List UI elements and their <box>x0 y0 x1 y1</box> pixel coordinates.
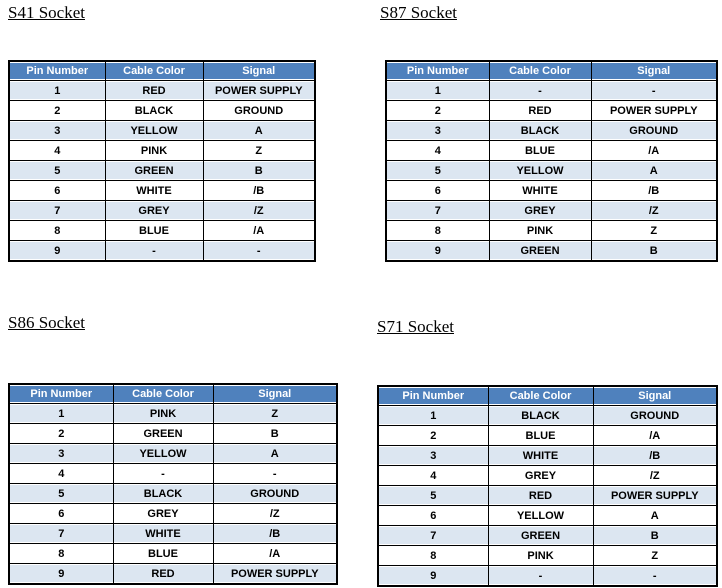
table-cell: 5 <box>386 161 489 181</box>
table-cell: /A <box>593 426 717 446</box>
column-header: Signal <box>593 386 717 406</box>
table-cell: A <box>203 121 315 141</box>
table-row <box>378 406 717 426</box>
table-row <box>378 486 717 506</box>
table-cell: Z <box>203 141 315 161</box>
pin-table-s41 <box>8 60 316 262</box>
table-cell: /Z <box>213 504 337 524</box>
table-cell: POWER SUPPLY <box>591 101 717 121</box>
table-row <box>386 81 717 101</box>
table-row <box>386 161 717 181</box>
table-row <box>378 526 717 546</box>
header-row <box>378 386 717 406</box>
column-header: Cable Color <box>113 384 213 404</box>
table-cell: 7 <box>386 201 489 221</box>
table-cell: - <box>488 566 593 587</box>
table-row <box>9 101 315 121</box>
table-row <box>386 141 717 161</box>
pin-table-s87 <box>385 60 718 262</box>
table-cell: RED <box>488 486 593 506</box>
table-cell: BLACK <box>113 484 213 504</box>
table-cell: 9 <box>9 241 105 262</box>
table-cell: GREEN <box>105 161 203 181</box>
section-title-s86: S86 Socket <box>8 313 85 332</box>
table-cell: GROUND <box>591 121 717 141</box>
table-row <box>9 444 337 464</box>
table-row <box>386 201 717 221</box>
table-cell: - <box>591 81 717 101</box>
table-cell: WHITE <box>489 181 591 201</box>
pin-table-s71 <box>377 385 718 587</box>
pin-table-s86 <box>8 383 338 585</box>
table-cell: RED <box>105 81 203 101</box>
table-cell: 4 <box>9 141 105 161</box>
table-cell: Z <box>591 221 717 241</box>
table-cell: 7 <box>9 524 113 544</box>
column-header: Signal <box>203 61 315 81</box>
table-row <box>378 506 717 526</box>
table-cell: 6 <box>9 181 105 201</box>
table-cell: GREY <box>113 504 213 524</box>
table-cell: - <box>105 241 203 262</box>
table-cell: 1 <box>9 81 105 101</box>
table-cell: YELLOW <box>105 121 203 141</box>
column-header: Pin Number <box>9 384 113 404</box>
table-cell: A <box>593 506 717 526</box>
table-cell: 3 <box>386 121 489 141</box>
table-row <box>386 101 717 121</box>
table-row <box>9 524 337 544</box>
table-row <box>378 466 717 486</box>
table-cell: PINK <box>105 141 203 161</box>
table-cell: POWER SUPPLY <box>203 81 315 101</box>
table-cell: BLUE <box>489 141 591 161</box>
column-header: Signal <box>213 384 337 404</box>
column-header: Pin Number <box>378 386 488 406</box>
table-cell: WHITE <box>488 446 593 466</box>
header-row <box>9 61 315 81</box>
table-cell: B <box>591 241 717 262</box>
table-cell: 8 <box>386 221 489 241</box>
table-row <box>9 404 337 424</box>
table-cell: BLUE <box>105 221 203 241</box>
table-cell: /A <box>203 221 315 241</box>
table-cell: GROUND <box>593 406 717 426</box>
table-cell: 2 <box>9 101 105 121</box>
table-cell: /A <box>591 141 717 161</box>
table-cell: GREY <box>105 201 203 221</box>
table-cell: 8 <box>9 544 113 564</box>
table-cell: B <box>593 526 717 546</box>
table-cell: 4 <box>386 141 489 161</box>
table-cell: 1 <box>378 406 488 426</box>
table-cell: BLUE <box>113 544 213 564</box>
table-cell: B <box>213 424 337 444</box>
table-cell: GREEN <box>489 241 591 262</box>
table-cell: GROUND <box>203 101 315 121</box>
table-cell: /B <box>593 446 717 466</box>
table-cell: Z <box>213 404 337 424</box>
table-cell: 3 <box>9 121 105 141</box>
table-cell: 6 <box>9 504 113 524</box>
table-cell: GREY <box>489 201 591 221</box>
table-cell: 4 <box>9 464 113 484</box>
table-cell: A <box>213 444 337 464</box>
table-row <box>9 121 315 141</box>
table-cell: YELLOW <box>113 444 213 464</box>
table-cell: 5 <box>9 484 113 504</box>
table-cell: 9 <box>378 566 488 587</box>
table-cell: 1 <box>9 404 113 424</box>
table-row <box>9 484 337 504</box>
table-cell: 7 <box>9 201 105 221</box>
table-cell: PINK <box>113 404 213 424</box>
table-cell: /B <box>203 181 315 201</box>
table-cell: 2 <box>9 424 113 444</box>
table-cell: 6 <box>386 181 489 201</box>
column-header: Signal <box>591 61 717 81</box>
table-cell: BLACK <box>489 121 591 141</box>
table-cell: YELLOW <box>489 161 591 181</box>
column-header: Pin Number <box>386 61 489 81</box>
table-row <box>9 504 337 524</box>
table-cell: POWER SUPPLY <box>213 564 337 585</box>
table-cell: 3 <box>9 444 113 464</box>
table-row <box>9 201 315 221</box>
table-cell: WHITE <box>105 181 203 201</box>
table-row <box>9 161 315 181</box>
table-row <box>9 181 315 201</box>
table-cell: BLACK <box>488 406 593 426</box>
table-cell: RED <box>113 564 213 585</box>
section-title-s41: S41 Socket <box>8 3 85 22</box>
table-cell: /Z <box>591 201 717 221</box>
table-row <box>386 121 717 141</box>
section-title-s87: S87 Socket <box>380 3 457 22</box>
table-row <box>378 566 717 587</box>
table-row <box>386 241 717 262</box>
table-row <box>9 81 315 101</box>
table-cell: - <box>593 566 717 587</box>
table-cell: 8 <box>9 221 105 241</box>
table-cell: 6 <box>378 506 488 526</box>
table-row <box>9 241 315 262</box>
table-cell: 9 <box>386 241 489 262</box>
table-cell: YELLOW <box>488 506 593 526</box>
table-cell: BLUE <box>488 426 593 446</box>
table-row <box>378 446 717 466</box>
table-cell: - <box>113 464 213 484</box>
table-cell: 8 <box>378 546 488 566</box>
table-row <box>9 544 337 564</box>
table-row <box>378 426 717 446</box>
table-cell: GROUND <box>213 484 337 504</box>
table-cell: 5 <box>378 486 488 506</box>
table-cell: - <box>203 241 315 262</box>
table-cell: 5 <box>9 161 105 181</box>
table-cell: - <box>213 464 337 484</box>
table-cell: 4 <box>378 466 488 486</box>
table-cell: GREEN <box>113 424 213 444</box>
table-row <box>386 181 717 201</box>
table-cell: B <box>203 161 315 181</box>
table-cell: 1 <box>386 81 489 101</box>
table-cell: RED <box>489 101 591 121</box>
column-header: Cable Color <box>105 61 203 81</box>
column-header: Pin Number <box>9 61 105 81</box>
table-cell: /A <box>213 544 337 564</box>
table-cell: /Z <box>593 466 717 486</box>
table-cell: GREY <box>488 466 593 486</box>
table-row <box>9 464 337 484</box>
table-row <box>386 221 717 241</box>
section-title-s71: S71 Socket <box>377 317 454 336</box>
header-row <box>9 384 337 404</box>
table-cell: /Z <box>203 201 315 221</box>
table-cell: A <box>591 161 717 181</box>
table-cell: PINK <box>488 546 593 566</box>
table-row <box>9 221 315 241</box>
table-cell: Z <box>593 546 717 566</box>
column-header: Cable Color <box>488 386 593 406</box>
table-cell: WHITE <box>113 524 213 544</box>
column-header: Cable Color <box>489 61 591 81</box>
table-cell: /B <box>213 524 337 544</box>
table-cell: 2 <box>386 101 489 121</box>
header-row <box>386 61 717 81</box>
table-cell: PINK <box>489 221 591 241</box>
table-cell: POWER SUPPLY <box>593 486 717 506</box>
table-cell: BLACK <box>105 101 203 121</box>
table-row <box>378 546 717 566</box>
table-row <box>9 424 337 444</box>
table-cell: - <box>489 81 591 101</box>
table-cell: /B <box>591 181 717 201</box>
table-row <box>9 564 337 585</box>
table-cell: 2 <box>378 426 488 446</box>
table-row <box>9 141 315 161</box>
table-cell: 3 <box>378 446 488 466</box>
table-cell: 9 <box>9 564 113 585</box>
table-cell: 7 <box>378 526 488 546</box>
table-cell: GREEN <box>488 526 593 546</box>
